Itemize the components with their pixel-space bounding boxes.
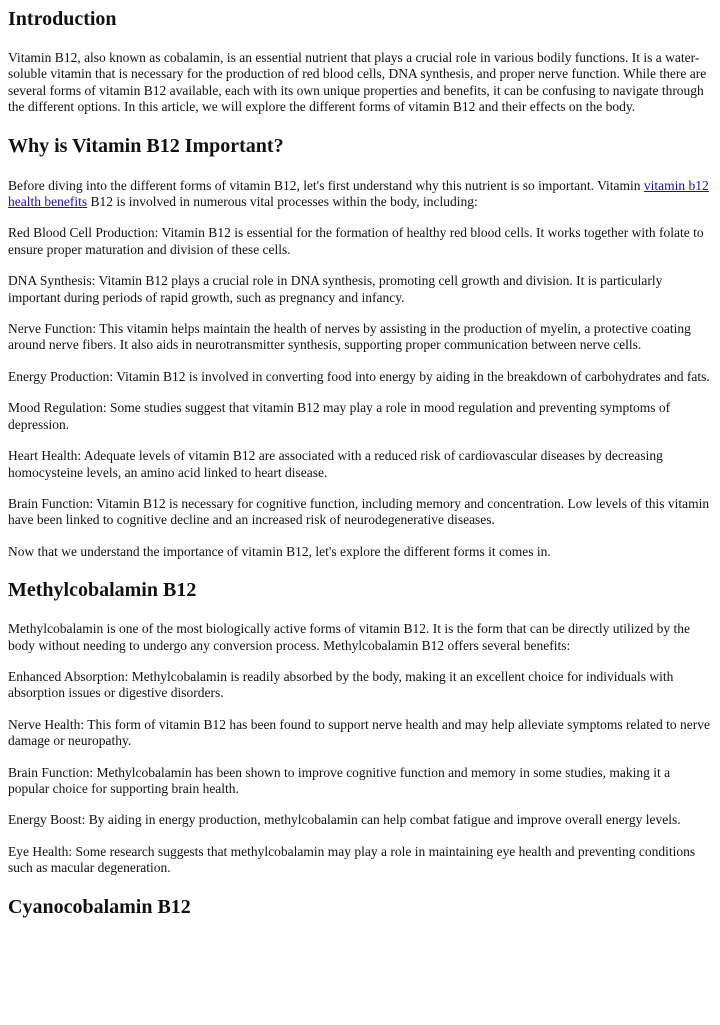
heading-methylcobalamin: Methylcobalamin B12 bbox=[8, 579, 197, 602]
benefit-energy-production: Energy Production: Vitamin B12 is involved in converting food into energy by aiding in the breakdown of carbohydrates and fats. bbox=[8, 368, 710, 384]
heading-introduction: Introduction bbox=[8, 8, 117, 30]
heading-cyanocobalamin: Cyanocobalamin B12 bbox=[8, 895, 191, 918]
benefit-red-blood-cell: Red Blood Cell Production: Vitamin B12 is essential for the formation of healthy red blood cells. It works together with folate to ensure proper maturation and division of these cells. bbox=[8, 225, 704, 257]
methyl-nerve-health: Nerve Health: This form of vitamin B12 has been found to support nerve health and may help alleviate symptoms related to nerve damage or neuropathy. bbox=[8, 716, 710, 749]
benefit-dna-synthesis: DNA Synthesis: Vitamin B12 plays a crucial role in DNA synthesis, promoting cell growth and division. It is particularly important during periods of rapid growth, such as pregnancy and infancy. bbox=[8, 273, 663, 305]
why-intro-text-after: B12 is involved in numerous vital processes within the body, including: bbox=[87, 194, 478, 210]
methyl-intro-paragraph: Methylcobalamin is one of the most biologically active forms of vitamin B12. It is the form that can be directly utilized by the body without needing to undergo any conversion process. Methylcobalamin B12 offers several benefits: bbox=[8, 621, 690, 653]
methyl-eye-health: Eye Health: Some research suggests that methylcobalamin may play a role in maintaining eye health and preventing conditions such as macular degeneration. bbox=[8, 843, 696, 876]
benefit-mood-regulation: Mood Regulation: Some studies suggest that vitamin B12 may play a role in mood regulation and preventing symptoms of depression. bbox=[8, 400, 671, 432]
benefit-heart-health: Heart Health: Adequate levels of vitamin B12 are associated with a reduced risk of cardiovascular diseases by decreasing homocysteine levels, an amino acid linked to heart disease. bbox=[8, 448, 663, 480]
why-intro-paragraph bbox=[8, 178, 712, 211]
intro-paragraph: Vitamin B12, also known as cobalamin, is an essential nutrient that plays a crucial role in various bodily functions. It is a water-soluble vitamin that is necessary for the production of red blood cells, DNA synthesis, and proper nerve function. While there are several forms of vitamin B12 available, each with its own unique properties and benefits, it can be confusing to navigate through the different options. In this article, we will explore the different forms of vitamin B12 and their effects on the body. bbox=[8, 50, 707, 115]
article bbox=[0, 7, 720, 919]
benefit-brain-function: Brain Function: Vitamin B12 is necessary for cognitive function, including memory and concentration. Low levels of this vitamin have been linked to cognitive decline and an increased risk of neurodegenerative diseases. bbox=[8, 495, 710, 528]
why-closing-paragraph: Now that we understand the importance of vitamin B12, let's explore the different forms it comes in. bbox=[8, 543, 551, 559]
methyl-brain-function: Brain Function: Methylcobalamin has been shown to improve cognitive function and memory in some studies, making it a popular choice for supporting brain health. bbox=[8, 764, 671, 796]
methyl-enhanced-absorption: Enhanced Absorption: Methylcobalamin is readily absorbed by the body, making it an excellent choice for individuals with absorption issues or digestive disorders. bbox=[8, 668, 674, 701]
why-intro-text-before: Before diving into the different forms of vitamin B12, let's first understand why this nutrient is so important. Vitamin bbox=[8, 177, 644, 193]
methyl-energy-boost: Energy Boost: By aiding in energy production, methylcobalamin can help combat fatigue and improve overall energy levels. bbox=[8, 812, 681, 828]
heading-why-important: Why is Vitamin B12 Important? bbox=[8, 134, 284, 157]
vitamin-b12-benefits-link[interactable]: vitamin b12 health benefits bbox=[8, 177, 709, 210]
benefit-nerve-function: Nerve Function: This vitamin helps maintain the health of nerves by assisting in the production of myelin, a protective coating around nerve fibers. It also aids in neurotransmitter synthesis, supporting proper communication between nerve cells. bbox=[8, 321, 691, 353]
